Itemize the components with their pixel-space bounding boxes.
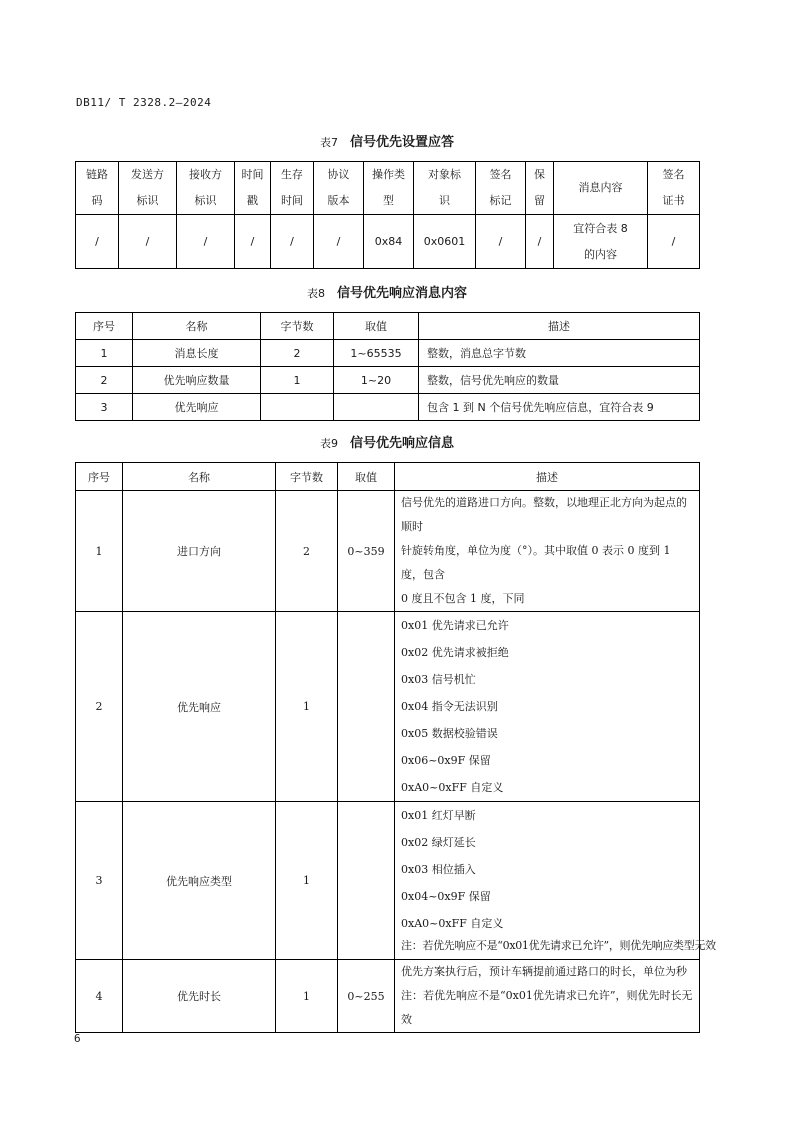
description-line: 0x03 信号机忙 [401, 673, 476, 686]
description-line: 0x04~0x9F 保留 [401, 890, 491, 903]
description-line: 0xA0~0xFF 自定义 [401, 781, 504, 794]
table8-cell: 优先响应数量 [133, 367, 261, 394]
table9-signal-priority-response-info [75, 462, 716, 1033]
table7-header-cell [554, 162, 648, 215]
table-row [76, 491, 700, 612]
description-line: 0x01 红灯早断 [401, 809, 476, 822]
description-line: 0xA0~0xFF 自定义 [401, 917, 504, 930]
table7-data-cell: / [314, 215, 364, 269]
table8-cell [261, 394, 334, 421]
table7-header-text: 消息内容 [578, 181, 623, 194]
table9-caption-title: 信号优先响应信息 [349, 436, 454, 451]
table9-description-cell [395, 491, 700, 612]
table7-header-cell [314, 162, 364, 215]
table8-caption-title: 信号优先响应消息内容 [336, 286, 467, 301]
table7-header-cell [76, 162, 119, 215]
table7-data-cell: / [76, 215, 119, 269]
table8-header-cell: 描述 [419, 313, 700, 340]
table9-cell-no: 2 [76, 612, 123, 802]
table8-header-cell: 取值 [334, 313, 419, 340]
table9-cell-name: 优先响应类型 [123, 802, 276, 960]
table7-caption-number: 表7 [319, 136, 338, 149]
table7-header-text: 留 [534, 194, 545, 207]
description-line: 0x02 绿灯延长 [401, 836, 476, 849]
table-row [76, 802, 700, 960]
table9-header-row [76, 463, 700, 491]
description-line: 0x03 相位插入 [401, 863, 476, 876]
table7-data-cell: / [271, 215, 314, 269]
table-row [76, 960, 700, 1033]
table8-cell: 1 [76, 340, 133, 367]
table8-header-cell: 序号 [76, 313, 133, 340]
table7-data-cell: 0x0601 [414, 215, 476, 269]
table7-header-cell [271, 162, 314, 215]
description-note: 注：若优先响应不是“0x01优先请求已允许”，则优先时长无效 [401, 989, 693, 1026]
table9-header-cell: 描述 [395, 463, 700, 491]
description-line: 0 度且不包含 1 度，下同 [401, 592, 525, 605]
table7-data-cell: / [648, 215, 700, 269]
table9-cell-no: 3 [76, 802, 123, 960]
table8-header-cell: 名称 [133, 313, 261, 340]
table7-header-cell [235, 162, 271, 215]
table7-data-text: 的内容 [584, 247, 617, 261]
table8-cell: 2 [76, 367, 133, 394]
table9-caption [75, 432, 699, 451]
description-line: 0x04 指令无法识别 [401, 700, 498, 713]
table9-cell-bytes: 1 [276, 802, 338, 960]
table7-header-text: 标记 [489, 194, 512, 207]
table8-cell: 1 [261, 367, 334, 394]
description-note: 注：若优先响应不是“0x01优先请求已允许”，则优先响应类型无效 [401, 939, 716, 952]
table8-cell: 消息长度 [133, 340, 261, 367]
table7-header-text: 生存 [281, 168, 303, 181]
description-line: 信号优先的道路进口方向。整数，以地理正北方向为起点的顺时 [401, 496, 687, 533]
table7-data-row [76, 215, 700, 269]
description-line: 0x01 优先请求已允许 [401, 619, 509, 632]
table9-cell-name: 进口方向 [123, 491, 276, 612]
table9-header-cell: 序号 [76, 463, 123, 491]
table7-header-cell [648, 162, 700, 215]
table7-header-cell [177, 162, 235, 215]
table7-header-text: 签名 [489, 168, 512, 181]
table8-cell: 整数，消息总字节数 [419, 340, 700, 367]
table7-header-text: 时间 [241, 168, 264, 181]
table8-cell: 3 [76, 394, 133, 421]
table7-header-text: 识 [439, 194, 450, 207]
table9-description-cell [395, 612, 700, 802]
table8-cell: 1~65535 [334, 340, 419, 367]
table8-cell: 整数，信号优先响应的数量 [419, 367, 700, 394]
table7-data-cell: / [476, 215, 526, 269]
table9-cell-name: 优先响应 [123, 612, 276, 802]
table9-cell-range: 0~359 [338, 491, 395, 612]
table8-cell: 优先响应 [133, 394, 261, 421]
table8-cell: 包含 1 到 N 个信号优先响应信息，宜符合表 9 [419, 394, 700, 421]
table9-cell-no: 1 [76, 491, 123, 612]
table7-data-cell: / [119, 215, 177, 269]
table7-header-text: 型 [383, 194, 394, 207]
table7-data-cell: / [177, 215, 235, 269]
description-line: 0x02 优先请求被拒绝 [401, 646, 509, 659]
table7-header-text: 链路 [86, 168, 108, 181]
table9-caption-number: 表9 [319, 437, 338, 450]
table9-cell-range [338, 612, 395, 802]
table9-header-cell: 名称 [123, 463, 276, 491]
table7-data-cell: 0x84 [364, 215, 414, 269]
table7-header-text: 协议 [327, 168, 350, 181]
table8-cell: 1~20 [334, 367, 419, 394]
table9-description-cell [395, 960, 700, 1033]
description-line: 优先方案执行后，预计车辆提前通过路口的时长，单位为秒 [401, 965, 687, 978]
table7-header-text: 证书 [662, 194, 685, 207]
table7-header-text: 标识 [194, 194, 217, 207]
table7-header-text: 标识 [136, 194, 159, 207]
table-row [76, 394, 700, 421]
table9-cell-name: 优先时长 [123, 960, 276, 1033]
table7-header-text: 戳 [247, 194, 258, 207]
table8-caption-number: 表8 [306, 287, 325, 300]
table-row [76, 340, 700, 367]
table9-cell-bytes: 1 [276, 612, 338, 802]
table7-data-cell: / [235, 215, 271, 269]
table9-description-cell [395, 802, 716, 960]
table7-caption [75, 131, 699, 150]
table7-header-cell [414, 162, 476, 215]
table9-cell-no: 4 [76, 960, 123, 1033]
table8-signal-priority-response-message [75, 312, 700, 421]
table9-cell-bytes: 2 [276, 491, 338, 612]
table9-header-cell: 取值 [338, 463, 395, 491]
table7-data-text: 宜符合表 8 [573, 221, 628, 235]
table8-header-row [76, 313, 700, 340]
table9-header-cell: 字节数 [276, 463, 338, 491]
table-row [76, 367, 700, 394]
table7-header-text: 对象标 [428, 168, 461, 181]
description-line: 针旋转角度，单位为度（°）。其中取值 0 表示 0 度到 1 度，包含 [401, 544, 671, 581]
table7-header-cell [476, 162, 526, 215]
table7-header-row [76, 162, 700, 215]
table7-header-text: 接收方 [189, 168, 222, 181]
table7-header-text: 保 [534, 168, 545, 181]
table7-header-text: 码 [91, 194, 103, 207]
table8-cell: 2 [261, 340, 334, 367]
page-number: 6 [74, 1032, 81, 1045]
table7-header-cell [364, 162, 414, 215]
table8-caption [75, 282, 699, 301]
table7-data-cell: / [526, 215, 554, 269]
table7-header-text: 版本 [327, 194, 350, 207]
table7-header-cell [119, 162, 177, 215]
table7-header-cell [526, 162, 554, 215]
table7-header-text: 操作类 [372, 168, 405, 181]
table7-data-cell [554, 215, 648, 269]
table7-header-text: 发送方 [131, 168, 164, 181]
table8-cell [334, 394, 419, 421]
table7-header-text: 时间 [281, 194, 303, 207]
description-line: 0x06~0x9F 保留 [401, 754, 491, 767]
document-code-header: DB11/ T 2328.2—2024 [76, 96, 212, 109]
table-row [76, 612, 700, 802]
description-line: 0x05 数据校验错误 [401, 727, 498, 740]
table7-header-text: 签名 [662, 168, 685, 181]
table8-header-cell: 字节数 [261, 313, 334, 340]
table7-caption-title: 信号优先设置应答 [349, 135, 454, 150]
table7-signal-priority-setting-response [75, 161, 700, 269]
table9-cell-range [338, 802, 395, 960]
table9-cell-range: 0~255 [338, 960, 395, 1033]
table9-cell-bytes: 1 [276, 960, 338, 1033]
